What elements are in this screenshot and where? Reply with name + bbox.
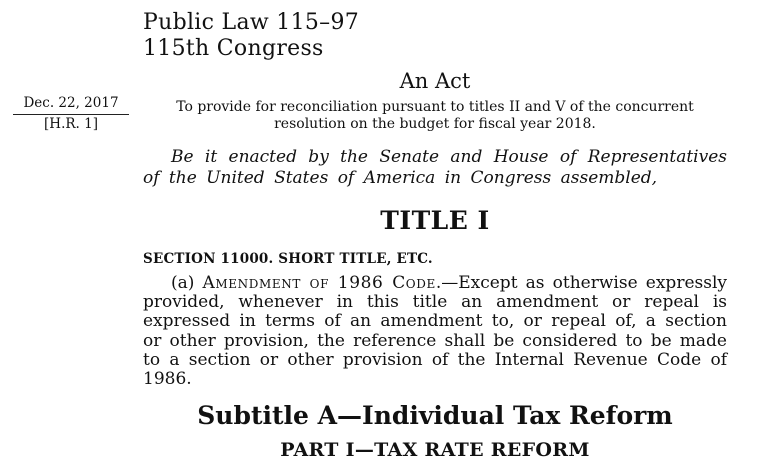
margin-note [13, 95, 129, 133]
subtitle-heading: Subtitle A—Individual Tax Reform [197, 401, 673, 431]
act-heading: An Act [399, 69, 471, 93]
law-number: Public Law 115–97 [143, 10, 360, 35]
section-a-paragraph [143, 274, 727, 389]
enacting-clause: Be it enacted by the Senate and House of Representatives of the United States of America in Congress assembled, [143, 147, 727, 188]
section-a-lead: (a) [171, 273, 203, 293]
act-purpose: To provide for reconciliation pursuant to titles II and V of the concurrent resolution on the budget for fiscal year 2018. [176, 99, 694, 132]
bill-number: [H.R. 1] [44, 116, 98, 132]
title-heading: TITLE I [380, 206, 490, 235]
congress-line: 115th Congress [143, 36, 324, 61]
text-column [143, 10, 727, 462]
section-a-smallcaps-run: Amendment of 1986 Code [202, 273, 436, 293]
section-a-body-text: .—Except as otherwise expressly provided, whenever in this title an amendment or repeal is expressed in terms of an amendment to, or repeal of, a section or other provision, the reference shall be considered to be made to a section or other provision of the Internal Revenue Code of 1986. [143, 273, 727, 390]
section-heading: SECTION 11000. SHORT TITLE, ETC. [143, 251, 433, 267]
enactment-date: Dec. 22, 2017 [23, 95, 119, 111]
part-heading: PART I—TAX RATE REFORM [280, 439, 590, 462]
margin-note-rule [13, 114, 129, 115]
